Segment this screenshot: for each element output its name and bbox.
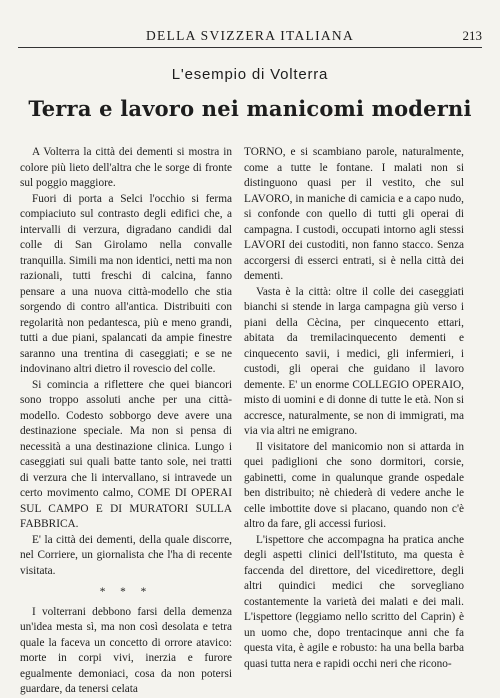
article-kicker: L'esempio di Volterra — [171, 66, 329, 83]
paragraph: Fuori di porta a Selci l'occhio si ferma compiaciuto sul contrasto degli edifici che, a intervalli di verzura, digradano candidi dal colle di San Girolamo nella convalle tranquilla. Simili ma non identici, netti ma non razionali, tutti freschi di calcina, fanno pensare a una nuova città-modello che stia sorgendo di contro all'antica. Distribuiti con regolarità non pedantesca, più e meno grandi, tutti a due piani, spalancati da ampie finestre saranno una trentina di caseggiati; e se ne indovinano altri dietro il rovescio del colle. — [20, 192, 232, 375]
page-number: 213 — [462, 28, 482, 43]
paragraph: E' la città dei dementi, della quale discorre, nel Corriere, un giornalista che l'ha di recente visitata. — [20, 533, 232, 577]
paragraph: TORNO, e si scambiano parole, naturalmente, come a tutte le fontane. I malati non si distinguono quasi per il vestito, che sul LAVORO, in maniche di camicia e a capo nudo, si confonde con quello di tutti gli operai di campagna. I custodi, occupati intorno agli stessi LAVORI dei custoditi, non fanno stacco. Senza accorgersi di esserci entrati, si è nella città dei dementi. — [244, 146, 464, 282]
left-column — [20, 145, 232, 698]
article-title: Terra e lavoro nei manicomi moderni — [28, 96, 472, 121]
paragraph: Il visitatore del manicomio non si attarda in quei padiglioni che sono dormitori, corsie, gabinetti, come in qualunque grande ospedale ben distribuito; nè chiederà di vedere anche le celle imbottite dove si placano, quando non c'è altro da fare, gli accessi furiosi. — [244, 440, 464, 530]
running-title: DELLA SVIZZERA ITALIANA — [145, 28, 355, 43]
right-column — [244, 145, 464, 672]
paragraph: I volterrani debbono farsi della demenza un'idea mesta sì, ma non così desolata e tetra quale la faceva un concetto di orrore atavico: morte in corpi vivi, inerzia e furore egualmente demoniaci, cosa da non potersi guardare, da tenersi celata — [20, 605, 232, 695]
header-rule — [18, 47, 482, 48]
section-break: * * * — [99, 586, 153, 598]
paragraph: A Volterra la città dei dementi si mostra in colore più lieto dell'altra che le sorge di fronte sul poggio maggiore. — [20, 146, 232, 189]
paragraph: Si comincia a riflettere che quei biancori sono troppo assoluti anche per una città-modello. Codesto sobborgo deve avere una destinazione speciale. Ma non si pensa di necessità a una destinazione clinica. Lungo i caseggiati sui quali batte tanto sole, nei tratti di verzura che li intervallano, si intravede un certo movimento calmo, COME DI OPERAI SUL CAMPO E DI MURATORI SULLA FABBRICA. — [20, 378, 232, 530]
paragraph: Vasta è la città: oltre il colle dei caseggiati bianchi si stende in larga campagna giù verso i piani della Cècina, per cinquecento ettari, abitata da tremilacinquecento dementi e cinquecento savii, i medici, gli infermieri, i custodi, gli operai che guidano il lavoro demente. E' un enorme COLLEGIO OPERAIO, misto di uomini e di donne di tutte le età. Non si accresce, naturalmente, se non di immigrati, ma via via altri ne emigrano. — [244, 285, 464, 437]
running-header — [18, 28, 482, 46]
paragraph: L'ispettore che accompagna ha pratica anche degli aspetti clinici dell'Istituto, ma questa è faccenda del direttore, del vicedirettore, degli altri quindici medici che sorvegliano costantemente la varietà dei malati e dei mali. L'ispettore (leggiamo nello scritto del Caprin) è un uomo che, dopo trentacinque anni che fa questa vita, è agile e robusto: ha una bella barba quasi tutta nera e rapidi occhi neri che ricono- — [244, 533, 464, 670]
